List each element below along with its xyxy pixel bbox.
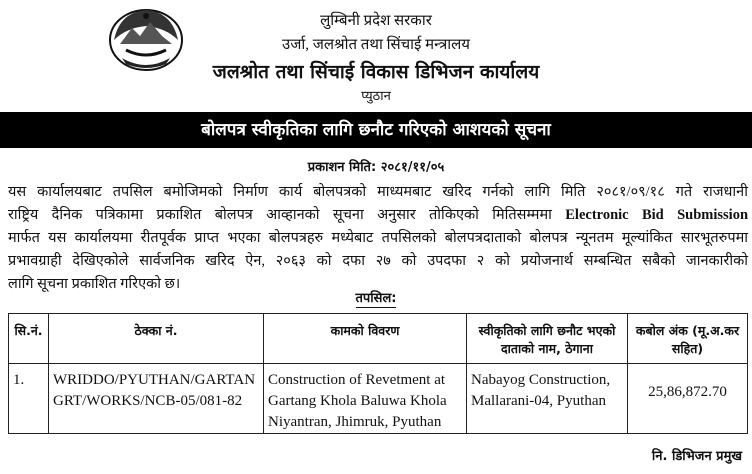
- header-contract-no: ठेक्का नं.: [49, 314, 264, 364]
- table-row: [9, 364, 748, 434]
- province-government-line: लुम्बिनी प्रदेश सरकार: [320, 13, 432, 29]
- table-header-row: [9, 314, 748, 364]
- electronic-bid-submission: Electronic Bid Submission: [565, 207, 749, 223]
- body-line: प्रभावग्राही देखिएकोले सार्वजनिक खरिद ऐन, २०६३ को दफा २७ को उपदफा २ को प्रयोजनार्थ सम्बन्धित सबैको जानकारीको: [8, 253, 748, 269]
- body-line: लागि सूचना प्रकाशित गरिएको छ।: [8, 276, 181, 292]
- body-line: मार्फत यस कार्यालयमा रीतपूर्वक प्राप्त भएका बोलपत्रहरु मध्येबाट तपसिलको बोलपत्रदाताको बोलपत्र न्यूनतम मूल्यांकित सारभूतरुपमा: [8, 230, 748, 246]
- header-selected-bidder: स्वीकृतिको लागि छनौट भएको दाताको नाम, ठेगाना: [467, 314, 628, 364]
- cell-contract-no: WRIDDO/PYUTHAN/GARTANGRT/WORKS/NCB-05/081-82: [49, 364, 264, 434]
- header-amount: कबोल अंक (मू.अ.कर सहित): [628, 314, 748, 364]
- body-line: [8, 204, 748, 227]
- office-location: प्युठान: [361, 88, 391, 103]
- header-sn: सि.नं.: [9, 314, 49, 364]
- publication-date-value: २०८१/११/०५: [380, 160, 445, 175]
- body-line: यस कार्यालयबाट तपसिल बमोजिमको निर्माण कार्य बोलपत्रको माध्यमबाट खरिद गर्नको लागि मिति २०८१/०९/१८ गते राजधानी: [8, 184, 748, 200]
- signature: नि. डिभिजन प्रमुख: [651, 449, 742, 464]
- notice-title-banner: बोलपत्र स्वीकृतिका लागि छनौट गरिएको आशयको सूचना: [0, 112, 752, 148]
- award-table: [8, 313, 748, 434]
- cell-work-desc: Construction of Revetment at Gartang Khola Baluwa Khola Niyantran, Jhimruk, Pyuthan: [264, 364, 467, 434]
- ministry-line: उर्जा, जलश्रोत तथा सिंचाई मन्त्रालय: [281, 37, 471, 53]
- tapasil-heading: तपसिल:: [355, 291, 397, 306]
- cell-sn: 1.: [9, 364, 49, 434]
- cell-selected-bidder: Nabayog Construction, Mallarani-04, Pyuthan: [467, 364, 628, 434]
- notice-body: [8, 181, 748, 296]
- publication-label: प्रकाशन मिति:: [307, 160, 377, 175]
- office-name: जलश्रोत तथा सिंचाई विकास डिभिजन कार्यालय: [212, 61, 540, 83]
- body-line-text: राष्ट्रिय दैनिक पत्रिकामा प्रकाशित बोलपत्र आव्हानको सूचना अनुसार तोकिएको मितिसम्ममा: [8, 207, 552, 223]
- cell-amount: 25,86,872.70: [628, 364, 748, 434]
- header-work-desc: कामको विवरण: [264, 314, 467, 364]
- publication-date: [0, 157, 752, 175]
